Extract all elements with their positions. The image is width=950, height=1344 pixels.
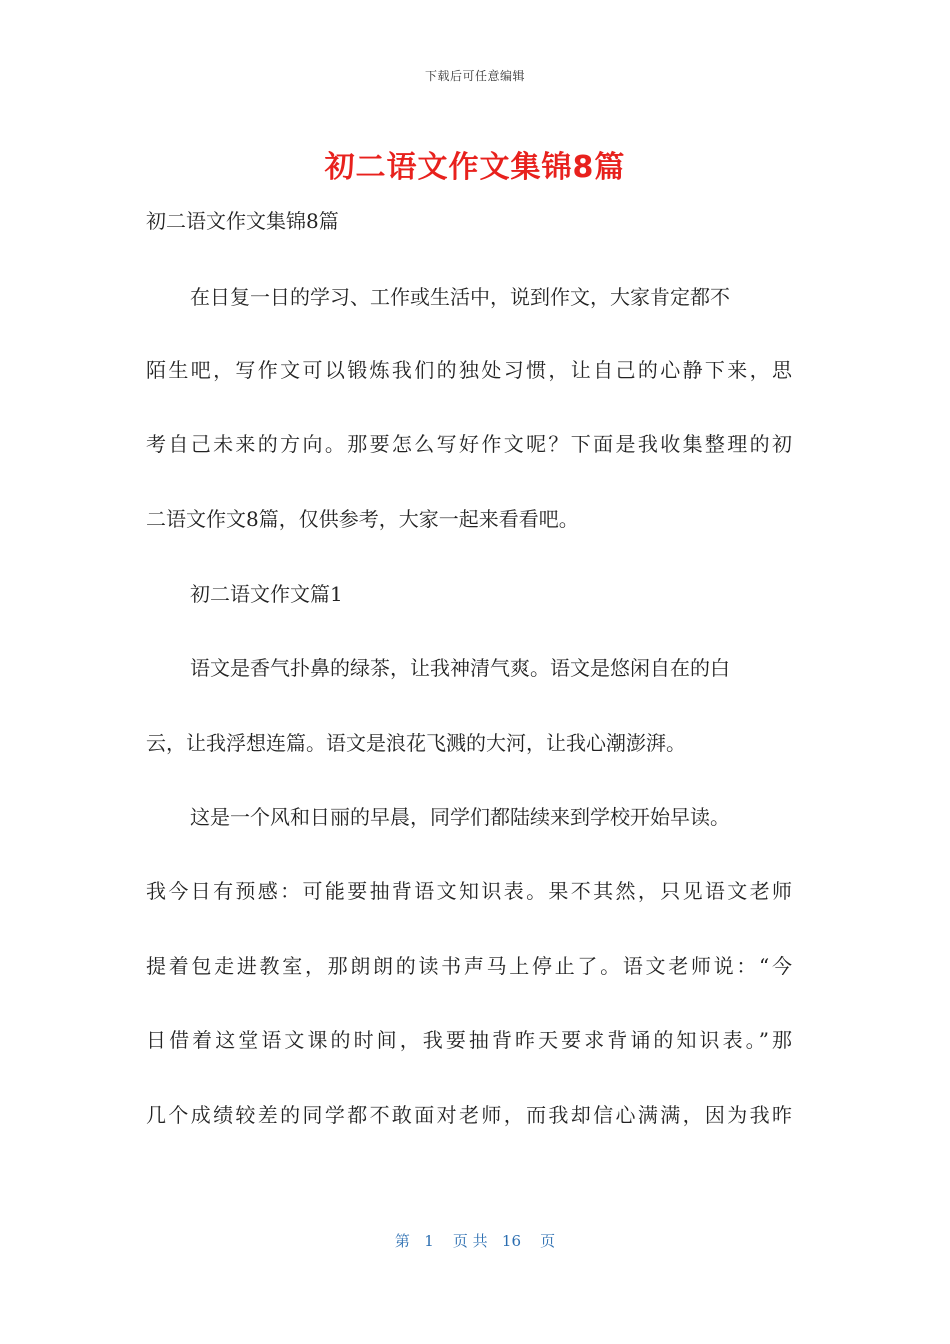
paragraph-line: 我今日有预感：可能要抽背语文知识表。果不其然，只见语文老师	[146, 879, 792, 903]
paragraph-line: 考自己未来的方向。那要怎么写好作文呢？下面是我收集整理的初	[146, 432, 792, 456]
paragraph-line: 这是一个风和日丽的早晨，同学们都陆续来到学校开始早读。	[190, 805, 730, 829]
header-note: 下载后可任意编辑	[424, 69, 525, 83]
subtitle-line: 初二语文作文集锦8篇	[146, 209, 339, 233]
paragraph-line: 陌生吧，写作文可以锻炼我们的独处习惯，让自己的心静下来，思	[146, 358, 792, 382]
paragraph-line: 几个成绩较差的同学都不敢面对老师，而我却信心满满，因为我昨	[146, 1103, 792, 1127]
paragraph-line: 日借着这堂语文课的时间，我要抽背昨天要求背诵的知识表。”那	[146, 1028, 792, 1052]
paragraph-line: 提着包走进教室，那朗朗的读书声马上停止了。语文老师说：“今	[146, 954, 792, 978]
paragraph-line: 语文是香气扑鼻的绿茶，让我神清气爽。语文是悠闲自在的白	[190, 656, 730, 680]
paragraph-line: 云，让我浮想连篇。语文是浪花飞溅的大河，让我心潮澎湃。	[146, 731, 686, 755]
document-title: 初二语文作文集锦8篇	[324, 150, 626, 185]
paragraph-line: 二语文作文8篇，仅供参考，大家一起来看看吧。	[146, 507, 579, 531]
page-number-footer: 第 1 页 共 16 页	[394, 1232, 556, 1250]
section-heading: 初二语文作文篇1	[190, 582, 343, 606]
paragraph-line: 在日复一日的学习、工作或生活中，说到作文，大家肯定都不	[190, 285, 730, 309]
